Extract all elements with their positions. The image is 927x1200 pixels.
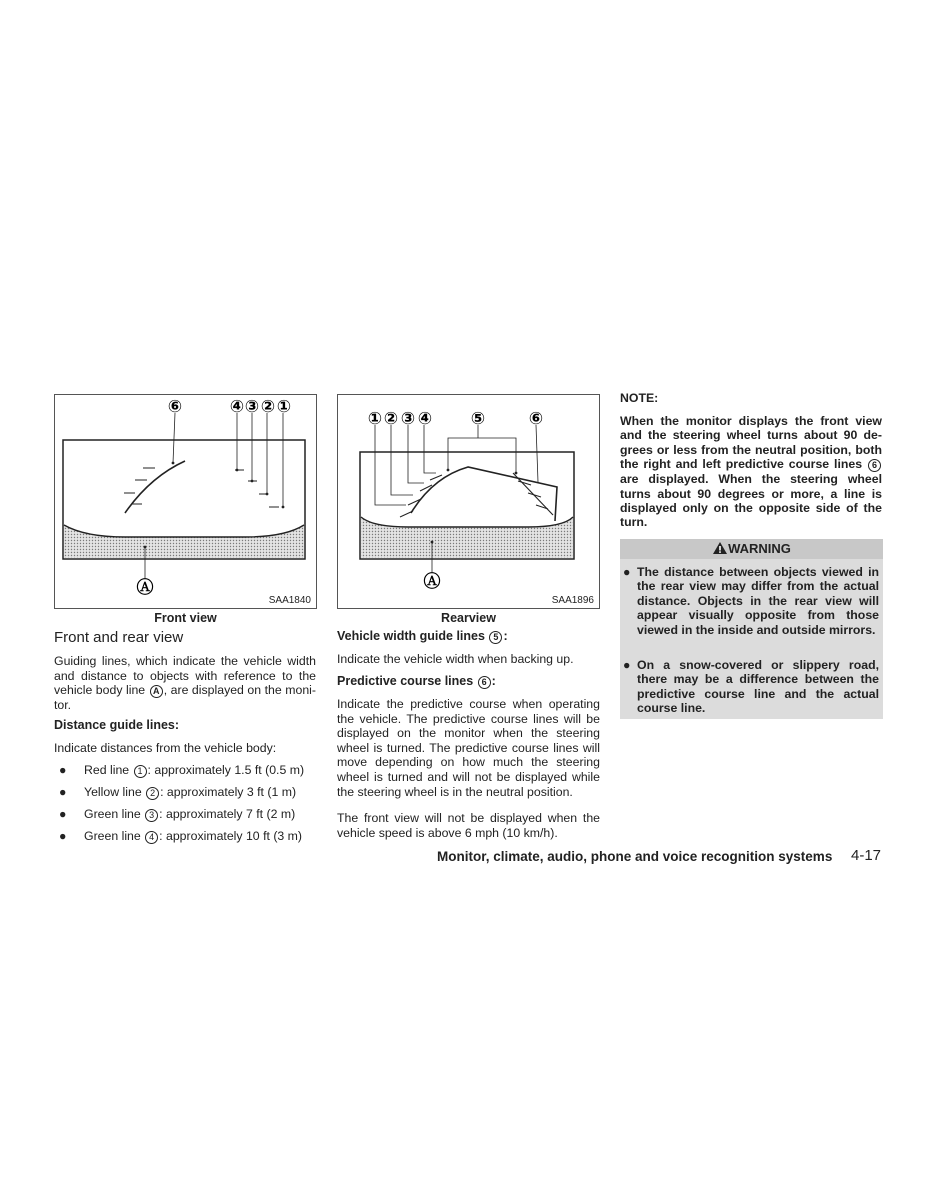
bullet-icon: ● [623,565,631,579]
callout-a: Ⓐ [423,572,441,592]
callout-3: ③ [400,409,416,429]
chapter-title: Monitor, climate, audio, phone and voice recognition systems [437,849,833,864]
callout-number: 6 [868,459,881,472]
callout-number: 5 [489,631,502,644]
callout-5: ⑤ [470,409,486,429]
bullet-value: : approximately 10 ft (3 m) [159,829,303,843]
rear-view-caption: Rearview [441,611,496,625]
warning-box [620,539,883,719]
callout-number: 6 [478,676,491,689]
rear-view-diagram [338,395,599,608]
note-heading: NOTE: [620,391,659,405]
distance-intro: Indicate distances from the vehicle body: [54,741,277,755]
bullet-label: Red line [84,763,130,777]
warning-text: The distance between objects viewed in the rear view may differ from the actual distance. Objects in the rear view will appear visually opposite from those viewed in the inside and outside mirrors. [637,565,879,637]
callout-a: Ⓐ [136,578,154,598]
bullet-value: : approximately 7 ft (2 m) [159,807,296,821]
warning-item [620,658,883,718]
callout-number: 3 [145,809,158,822]
callout-1: ① [276,397,292,417]
callout-number: 1 [134,765,147,778]
intro-text: Guiding lines, which indicate the vehicle width and distance to objects with reference to the vehicle body line [54,654,316,698]
list-item [59,829,319,845]
callout-number: 2 [146,787,159,800]
bullet-icon: ● [59,785,67,799]
rear-view-figure [337,394,600,609]
callout-4: ④ [229,397,245,417]
width-text: Indicate the vehicle width when backing up. [337,652,574,666]
section-title: Front and rear view [54,629,184,646]
warning-title: WARNING [728,541,791,556]
front-view-diagram [55,395,316,608]
bullet-icon: ● [59,829,67,843]
front-view-caption: Front view [154,611,217,625]
intro-paragraph [54,654,316,713]
list-item [59,763,319,779]
warning-text: On a snow-covered or slippery road, there may be a difference between the predictive course line and the actual course line. [637,658,879,716]
bullet-value: : approximately 3 ft (1 m) [160,785,297,799]
page-number: 4-17 [851,847,882,864]
figure-code: SAA1840 [268,595,311,606]
figure-code: SAA1896 [551,595,594,606]
bullet-icon: ● [623,658,631,672]
bullet-icon: ● [59,807,67,821]
note-paragraph: When the monitor displays the front view and the steering wheel turns about 90 de-grees or less from the neutral position, both the right and left predictive course lines 6 are displayed. When the steering wheel turns about 90 degrees or more, a line is displayed only on the opposite side of the turn. [620,414,882,530]
callout-2: ② [260,397,276,417]
front-view-figure [54,394,317,609]
list-item [59,807,319,823]
callout-3: ③ [244,397,260,417]
body-line-marker: A [150,685,163,698]
width-heading: Vehicle width guide lines 5 : [337,629,508,643]
front-view-text: The front view will not be displayed when the vehicle speed is above 6 mph (10 km/h). [337,811,600,840]
distance-heading: Distance guide lines: [54,718,180,732]
callout-4: ④ [417,409,433,429]
warning-header [620,539,883,559]
bullet-icon: ● [59,763,67,777]
callout-2: ② [383,409,399,429]
list-item [59,785,319,801]
bullet-label: Yellow line [84,785,142,799]
bullet-value: : approximately 1.5 ft (0.5 m) [147,763,305,777]
warning-icon [712,541,728,555]
callout-number: 4 [145,831,158,844]
course-heading: Predictive course lines 6 : [337,674,496,688]
callout-6: ⑥ [528,409,544,429]
intro-text-end: , are displayed on the moni-tor. [54,683,317,713]
bullet-label: Green line [84,807,141,821]
callout-6: ⑥ [167,397,183,417]
bullet-label: Green line [84,829,141,843]
warning-item [620,565,883,639]
course-text: Indicate the predictive course when operating the vehicle. The predictive course lines will be displayed on the monitor when the steering wheel is turned. The predictive course lines will move depending on how much the steering wheel is turned and will not be displayed while the steering wheel is in the neutral position. [337,697,600,799]
callout-1: ① [367,409,383,429]
